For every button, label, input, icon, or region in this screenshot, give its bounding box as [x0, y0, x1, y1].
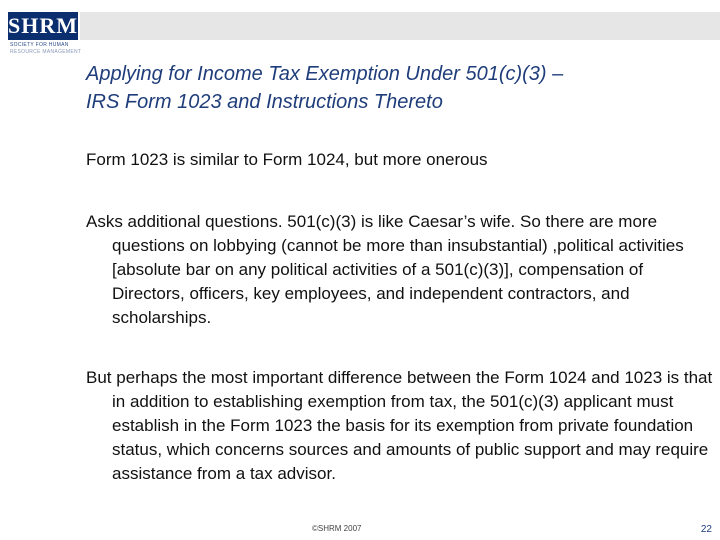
paragraph-1: Form 1023 is similar to Form 1024, but more onerous	[86, 150, 488, 169]
header-band	[80, 12, 720, 40]
title-line-2: IRS Form 1023 and Instructions Thereto	[86, 91, 443, 113]
logo-subline-2: RESOURCE MANAGEMENT	[10, 49, 82, 55]
paragraph-2: Asks additional questions. 501(c)(3) is like Caesar’s wife. So there are more questions on lobbying (cannot be more than insubstantial) ,political activities [absolute bar on any political activities of a 501(c)(3)], compensation of Directors, officers, key employees, and independent contractors, and scholarships.	[86, 212, 684, 327]
shrm-logo	[8, 12, 82, 58]
footer-copyright: ©SHRM 2007	[312, 524, 362, 533]
slide-title	[86, 60, 706, 116]
logo-wordmark: SHRM	[8, 13, 78, 38]
paragraph-3: But perhaps the most important difference between the Form 1024 and 1023 is that in addition to establishing exemption from tax, the 501(c)(3) applicant must establish in the Form 1023 the basis for its exemption from private foundation status, which concerns sources and amounts of public support and may require assistance from a tax advisor.	[86, 368, 713, 483]
title-line-1: Applying for Income Tax Exemption Under 501(c)(3) –	[86, 63, 564, 85]
page-number: 22	[700, 524, 712, 535]
logo-subline-1: SOCIETY FOR HUMAN	[10, 42, 69, 48]
